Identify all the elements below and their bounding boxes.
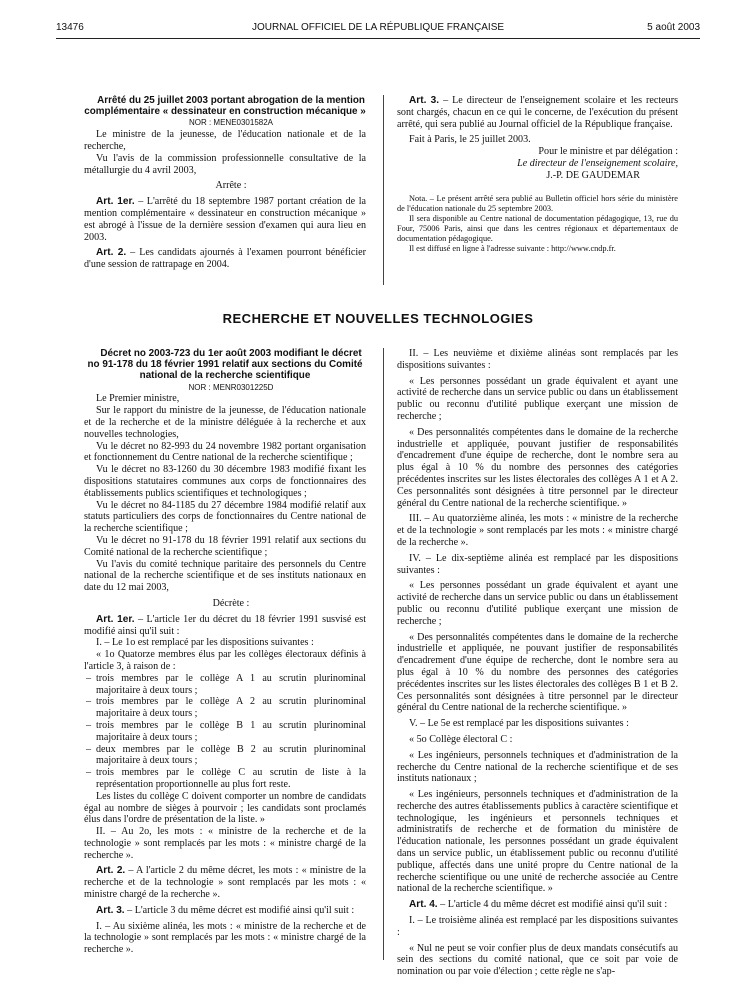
decret-paragraph: Sur le rapport du ministre de la jeunesse, de l'éducation nationale et de la recherche et de la ministre déléguée à la recherche et aux nouvelles technologies, <box>84 405 366 440</box>
decret-right-column <box>397 348 678 978</box>
column-divider <box>383 95 384 285</box>
page-header <box>56 22 700 36</box>
decret-paragraph: Vu le décret no 91-178 du 18 février 1991 relatif aux sections du Comité national de la recherche scientifique ; <box>84 534 366 558</box>
decret-paragraph: « Les ingénieurs, personnels techniques et d'administration de la recherche du Centre national de la recherche scientifique et de ses instituts nationaux ; <box>397 749 678 785</box>
arrete-article-1: Art. 1er. – L'arrêté du 18 septembre 1987 portant création de la mention complémentaire « dessinateur en construction mécanique » est abrogé à l'issue de la dernière session d'examen qui aura lieu en 2003. <box>84 196 367 243</box>
decret-article-3: Art. 3. – L'article 3 du même décret est modifié ainsi qu'il suit : <box>96 904 355 916</box>
signature-name: J.-P. DE GAUDEMAR <box>546 169 640 181</box>
arrete-keyword: Arrête : <box>215 180 247 192</box>
decret-paragraph: « Nul ne peut se voir confier plus de deux mandats consécutifs au sein des sections du comité national, que ce soit par voie de nomination ou par voie d'élection ; cette règle ne s'ap- <box>397 942 678 978</box>
arrete-nor: NOR : MENE0301582A <box>188 118 274 128</box>
decret-paragraph: I. – Au sixième alinéa, les mots : « ministre de la recherche et de la technologie » sont remplacés par les mots : « ministre chargé de la recherche ». <box>84 920 366 956</box>
decret-paragraph: Vu le décret no 83-1260 du 30 décembre 1983 modifié fixant les dispositions statutaires communes aux corps de fonctionnaires des établissements publics scientifiques et technologiques ; <box>84 464 366 499</box>
decret-paragraph: V. – Le 5e est remplacé par les dispositions suivantes : <box>409 718 629 730</box>
decret-paragraph: I. – Le 1o est remplacé par les dispositions suivantes : <box>96 637 314 649</box>
decret-article-4: Art. 4. – L'article 4 du même décret est modifié ainsi qu'il suit : <box>409 899 668 911</box>
decret-left-column <box>84 348 366 956</box>
decret-paragraph: Vu le décret no 84-1185 du 27 décembre 1984 modifié relatif aux statuts particuliers des corps de fonctionnaires du Centre national de la recherche scientifique ; <box>84 499 366 535</box>
decret-paragraph: Vu le décret no 82-993 du 24 novembre 1982 portant organisation et fonctionnement du Centre national de la recherche scientifique ; <box>84 440 366 464</box>
list-item: – trois membres par le collège C au scrutin de liste à la représentation proportionnelle au plus fort reste. <box>84 767 366 791</box>
column-divider <box>383 348 384 960</box>
page-number: 13476 <box>56 22 84 33</box>
list-item: – deux membres par le collège B 2 au scrutin plurinominal majoritaire à deux tours ; <box>84 744 366 768</box>
decret-paragraph: Le Premier ministre, <box>96 393 180 405</box>
arrete-left-column <box>84 95 366 271</box>
decret-paragraph: « Les personnes possédant un grade équivalent et ayant une activité de recherche dans un service public ou dans un établissement public ou reconnu d'utilité publique exerçant une mission de recherche ; <box>397 580 678 627</box>
decret-paragraph: « Des personnalités compétentes dans le domaine de la recherche industrielle et appliquée, ne pouvant justifier de responsabilités d'encadrement d'une équipe de recherche, dont le nombre sera au plus égal à 10 % du nombre des personnes des catégories précédentes inscrites sur les listes électorales des collèges B 1 et B 2. Ces personnalités sont désignées à titre personnel par le directeur général du Centre national de la recherche scientifique. » <box>397 631 678 714</box>
arrete-paragraph: Le ministre de la jeunesse, de l'éducation nationale et de la recherche, <box>84 129 366 152</box>
decret-article-2: Art. 2. – A l'article 2 du même décret, les mots : « ministre de la recherche et de la technologie » sont remplacés par les mots : « ministre chargé de la recherche ». <box>84 865 366 901</box>
list-item: – trois membres par le collège A 1 au scrutin plurinominal majoritaire à deux tours ; <box>84 673 366 697</box>
list-item: – trois membres par le collège A 2 au scrutin plurinominal majoritaire à deux tours ; <box>84 696 366 720</box>
issue-date: 5 août 2003 <box>647 22 700 33</box>
list-item: – trois membres par le collège B 1 au scrutin plurinominal majoritaire à deux tours ; <box>84 720 366 744</box>
decret-keyword: Décrète : <box>212 597 250 609</box>
section-title: RECHERCHE ET NOUVELLES TECHNOLOGIES <box>222 311 534 326</box>
signature-line-1: Pour le ministre et par délégation : <box>538 146 678 158</box>
arrete-title: Arrêté du 25 juillet 2003 portant abrogation de la mention complémentaire « dessinateur en construction mécanique » <box>84 95 366 118</box>
arrete-note: Il sera disponible au Centre national de documentation pédagogique, 13, rue du Four, 75006 Paris, ainsi que dans les centres régionaux et départementaux de documentation pédagogique. <box>397 213 678 243</box>
decret-paragraph: Les listes du collège C doivent comporter un nombre de candidats égal au nombre de sièges à pourvoir ; les candidats sont proclamés élus dans l'ordre de présentation de la liste. » <box>84 790 366 826</box>
header-rule <box>56 38 700 39</box>
arrete-article-2: Art. 2. – Les candidats ajournés à l'examen pourront bénéficier d'une session de rattrapage en 2004. <box>84 247 366 271</box>
decret-paragraph: III. – Au quatorzième alinéa, les mots : « ministre de la recherche et de la technologie » sont remplacés par les mots : « ministre chargé de la recherche ». <box>397 513 678 548</box>
decret-paragraph: II. – Les neuvième et dixième alinéas sont remplacés par les dispositions suivantes : <box>397 348 678 371</box>
decret-paragraph: « 5o Collège électoral C : <box>409 733 513 745</box>
arrete-article-3: Art. 3. – Le directeur de l'enseignement scolaire et les recteurs sont chargés, chacun en ce qui le concerne, de l'exécution du présent arrêté, qui sera publié au Journal officiel de la République française. <box>397 95 678 130</box>
decret-paragraph: IV. – Le dix-septième alinéa est remplacé par les dispositions suivantes : <box>397 552 678 576</box>
decret-paragraph: « Les personnes possédant un grade équivalent et ayant une activité de recherche dans un service public ou dans un établissement public ou reconnu d'utilité publique exerçant une mission de recherche ; <box>397 375 678 422</box>
arrete-note: Il est diffusé en ligne à l'adresse suivante : http://www.cndp.fr. <box>409 243 616 253</box>
decret-paragraph: « 1o Quatorze membres élus par les collèges électoraux définis à l'article 3, à raison de : <box>84 649 366 672</box>
arrete-nota: Nota. – Le présent arrêté sera publié au Bulletin officiel hors série du ministère de l'éducation nationale du 25 septembre 2003. <box>397 193 678 213</box>
decret-paragraph: Vu l'avis du comité technique paritaire des personnels du Centre national de la recherche scientifique et de ses instituts nationaux en date du 12 mai 2003, <box>84 558 366 594</box>
arrete-right-column <box>397 95 678 254</box>
decret-paragraph: II. – Au 2o, les mots : « ministre de la recherche et de la technologie » sont remplacés par les mots : « ministre chargé de la recherche ». <box>84 826 366 861</box>
journal-title: JOURNAL OFFICIEL DE LA RÉPUBLIQUE FRANÇAISE <box>251 22 505 33</box>
arrete-paragraph: Vu l'avis de la commission professionnelle consultative de la métallurgie du 4 avril 2003, <box>84 152 366 176</box>
decret-paragraph: « Des personnalités compétentes dans le domaine de la recherche industrielle et appliquée, pouvant justifier de responsabilités d'encadrement d'une équipe de recherche, dont le nombre sera au plus égal à 10 % du nombre des personnes des catégories précédentes inscrites sur les listes électorales des collèges A 1 et A 2. Ces personnalités sont désignées à titre personnel par le directeur général du Centre national de la recherche scientifique. » <box>397 426 678 509</box>
arrete-fait: Fait à Paris, le 25 juillet 2003. <box>409 134 531 146</box>
decret-paragraph: « Les ingénieurs, personnels techniques et d'administration de la recherche des autres établissements publics à caractère scientifique et technologique, les ingénieurs et personnels techniques et administratifs de recherche et de formation du ministère de l'éducation nationale, les personnes possédant un grade équivalent dans un service public, un établissement public ou reconnu d'utilité publique, affectés dans une unité propre du Centre national de la recherche scientifique ou une unité de recherche associée au Centre national de la recherche scientifique. » <box>397 789 678 895</box>
decret-article-1: Art. 1er. – L'article 1er du décret du 18 février 1991 susvisé est modifié ainsi qu'il suit : <box>84 613 366 637</box>
signature-line-2: Le directeur de l'enseignement scolaire, <box>517 157 678 169</box>
decret-paragraph: I. – Le troisième alinéa est remplacé par les dispositions suivantes : <box>397 915 678 938</box>
decret-title: Décret no 2003-723 du 1er août 2003 modifiant le décret no 91-178 du 18 février 1991 relatif aux sections du Comité national de la recherche scientifique <box>87 348 363 382</box>
decret-nor: NOR : MENR0301225D <box>188 382 274 392</box>
